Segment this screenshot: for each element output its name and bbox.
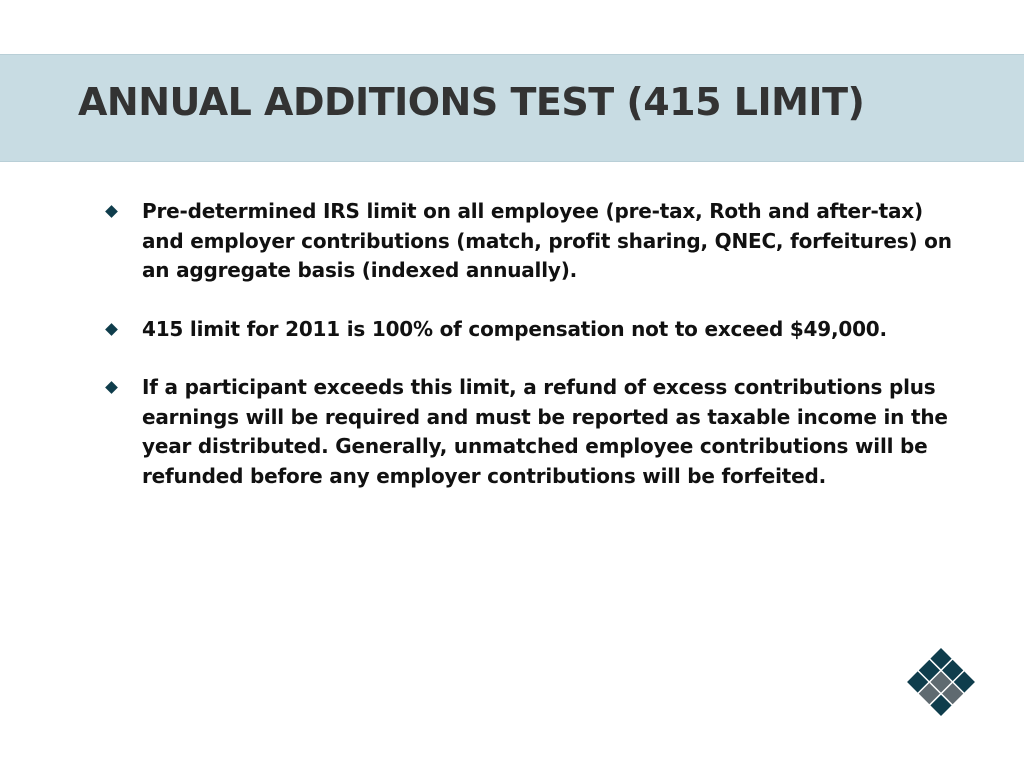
bullet-item xyxy=(104,197,964,286)
bullet-text: 415 limit for 2011 is 100% of compensation not to exceed $49,000. xyxy=(142,316,887,341)
slide-title: ANNUAL ADDITIONS TEST (415 LIMIT) xyxy=(78,80,865,124)
diamond-grid-logo-icon xyxy=(905,646,977,718)
diamond-bullet-icon xyxy=(105,205,118,218)
diamond-bullet-icon xyxy=(105,323,118,336)
bullet-text: If a participant exceeds this limit, a refund of excess contributions plus earnings will be required and must be reported as taxable income in the year distributed. Generally, unmatched employee contributions will be refunded before any employer contributions will be forfeited. xyxy=(142,375,948,488)
bullet-item xyxy=(104,373,964,491)
bullet-item xyxy=(104,315,964,345)
bullet-text: Pre-determined IRS limit on all employee (pre-tax, Roth and after-tax) and employer contributions (match, profit sharing, QNEC, forfeitures) on an aggregate basis (indexed annually). xyxy=(142,199,952,282)
diamond-bullet-icon xyxy=(105,381,118,394)
bullet-list xyxy=(104,197,964,520)
